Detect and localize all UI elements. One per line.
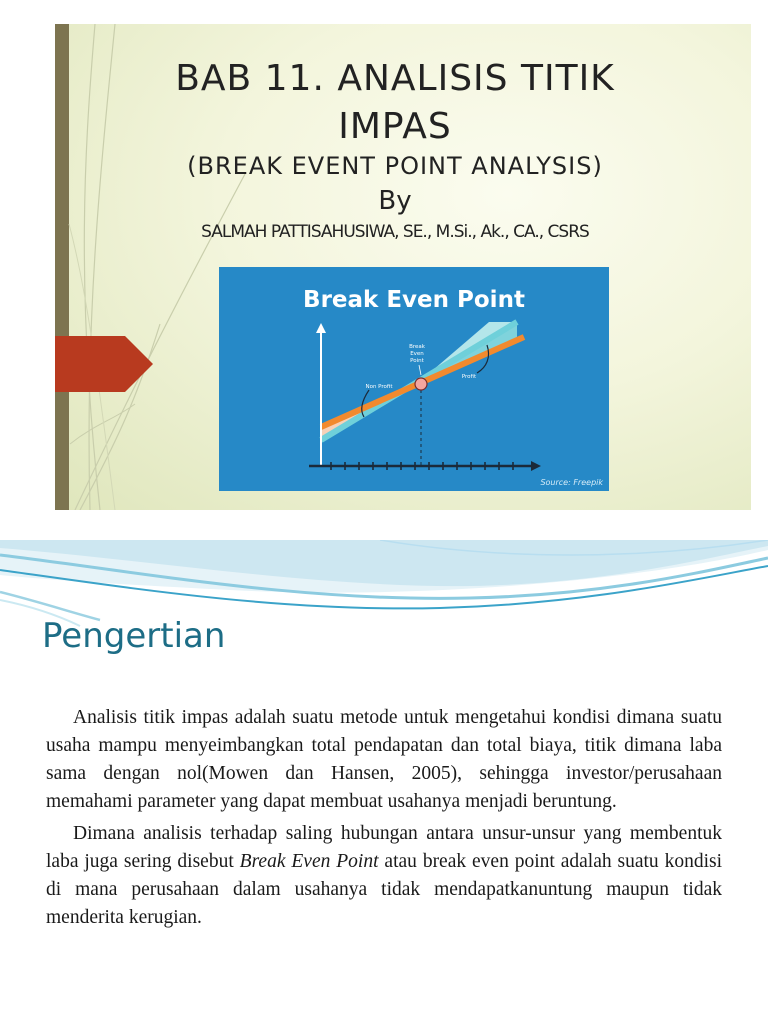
paragraph-2 bbox=[46, 820, 722, 932]
break-even-figure bbox=[219, 267, 609, 491]
bep-marker bbox=[415, 378, 427, 390]
profit-label: Profit bbox=[461, 374, 477, 380]
title-line-1: BAB 11. ANALISIS TITIK bbox=[175, 58, 615, 99]
paragraph-1: Analisis titik impas adalah suatu metode untuk mengetahui kondisi dimana suatu usaha mampu menyeimbangkan total pendapatan dan total biaya, titik dimana laba sama dengan nol(Mowen dan Hansen, 2005), sehingga investor/perusahaan memahami parameter yang dapat membuat usahanya menjadi beruntung. bbox=[46, 707, 722, 812]
bep-label-1: Break bbox=[409, 344, 425, 350]
break-even-illustration bbox=[219, 267, 609, 491]
figure-title: Break Even Point bbox=[303, 287, 525, 313]
paragraph-2-term: Break Even Point bbox=[239, 851, 379, 872]
x-axis-arrow bbox=[531, 461, 541, 471]
red-arrow-shape bbox=[55, 336, 155, 392]
y-axis-arrow bbox=[316, 323, 326, 333]
bep-label-2: Even bbox=[410, 351, 424, 357]
paragraph-2-end: atau break even point adalah suatu kondisi di mana perusahaan dalam usahanya tidak mendapatkanuntung maupun tidak menderita kerugian. bbox=[46, 851, 722, 928]
by-label: By bbox=[378, 186, 412, 216]
subtitle: (BREAK EVENT POINT ANALYSIS) bbox=[187, 152, 603, 180]
title-line-2: IMPAS bbox=[338, 106, 452, 147]
title-slide bbox=[55, 24, 751, 510]
bep-pointer bbox=[419, 365, 421, 375]
figure-source: Source: Freepik bbox=[540, 478, 603, 487]
body-text bbox=[46, 704, 722, 936]
author-name: SALMAH PATTISAHUSIWA, SE., M.Si., Ak., CA., CSRS bbox=[201, 222, 589, 242]
definition-slide bbox=[0, 540, 768, 1024]
bep-label-3: Point bbox=[410, 358, 424, 364]
non-profit-label: Non Profit bbox=[365, 384, 393, 390]
paragraph-2-start: Dimana analisis terhadap saling hubungan antara unsur-unsur yang membentuk laba juga sering disebut bbox=[46, 823, 722, 872]
section-heading: Pengertian bbox=[42, 616, 226, 656]
